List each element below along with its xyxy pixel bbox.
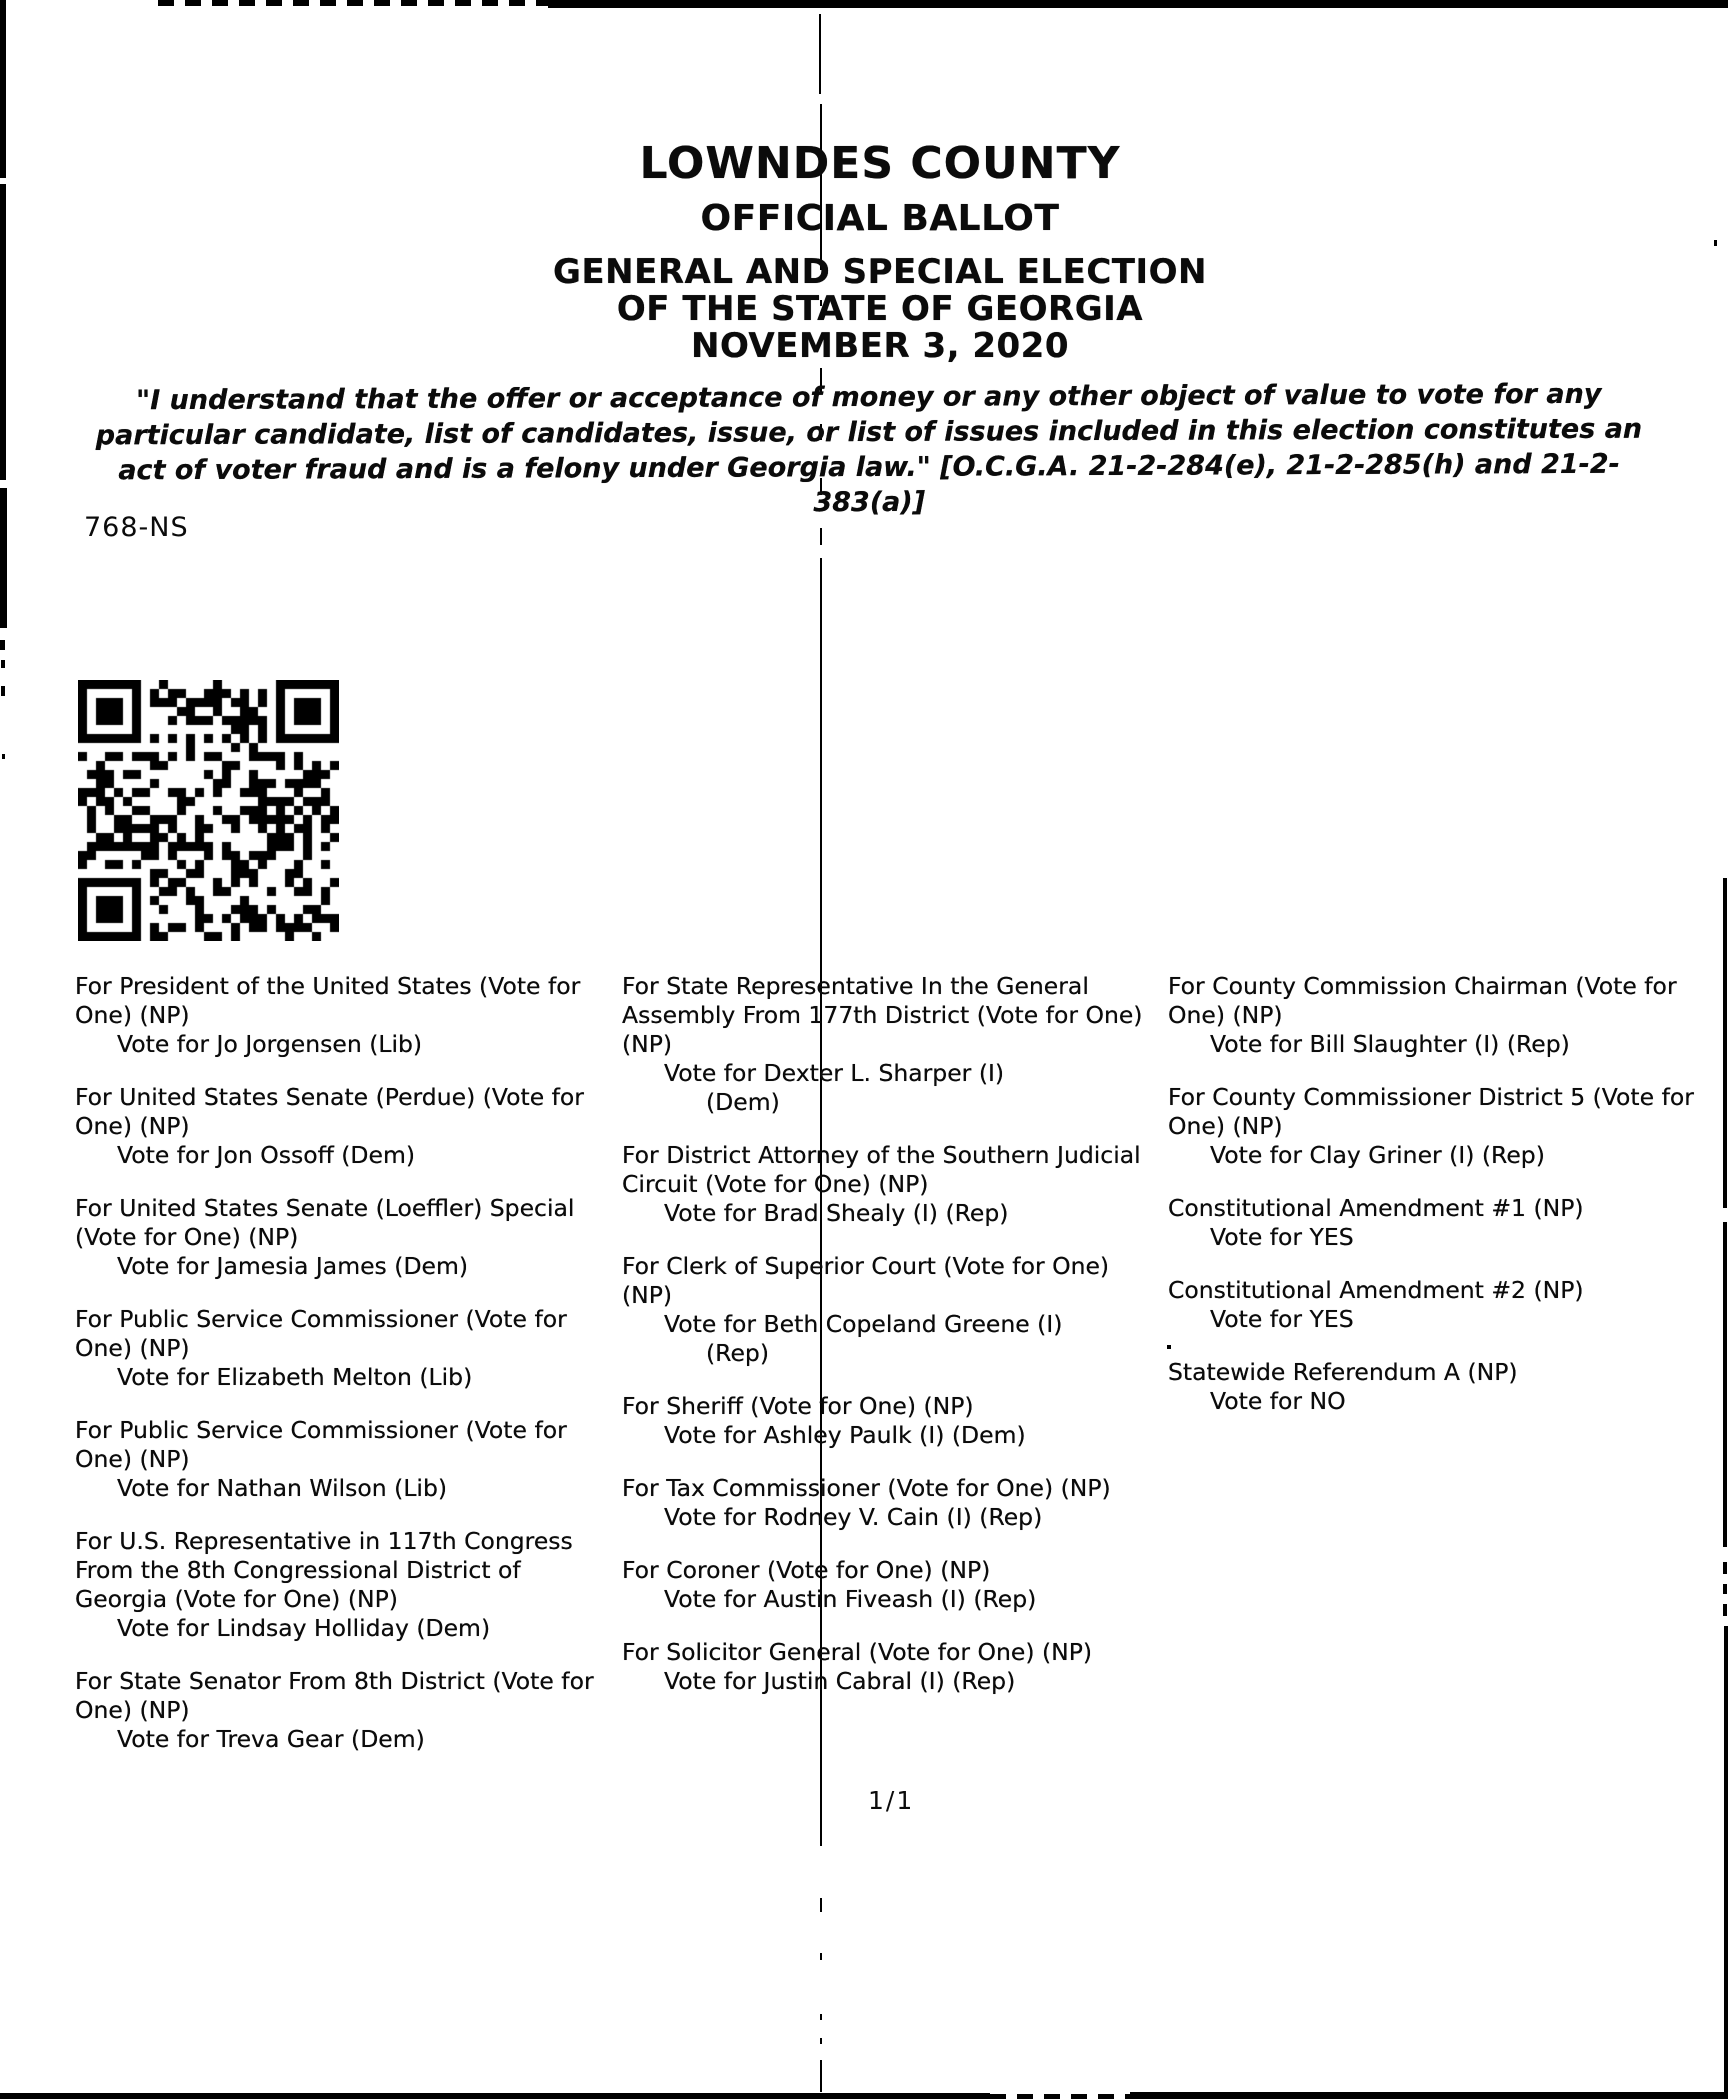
- vote-text: Vote for Elizabeth Melton (Lib): [117, 1363, 473, 1391]
- fraud-notice: "I understand that the offer or acceptance of money or any other object of value to vote for any particular candidate, list of candidates, issue, or list of issues included in this election constitutes an act of voter fraud and is a felony under Georgia law." [O.C.G.A. 21-2-284(e), 21-2-285(h) and 21-2-383(a)]: [95, 378, 1643, 519]
- vote-selection: [622, 1059, 1160, 1117]
- vote-selection: [75, 1141, 613, 1170]
- vote-text: Vote for Brad Shealy (I) (Rep): [664, 1199, 1009, 1227]
- page-number: 1/1: [868, 1786, 915, 1815]
- vote-selection: [75, 1030, 613, 1059]
- contest: [1168, 1083, 1706, 1170]
- vote-selection: [75, 1252, 613, 1281]
- contest-title: For Clerk of Superior Court (Vote for One) (NP): [622, 1252, 1110, 1309]
- contest: [1168, 972, 1706, 1059]
- scan-artifact-bottom-edge: [1130, 2092, 1728, 2099]
- vote-selection: [75, 1363, 613, 1392]
- vote-selection: [1168, 1223, 1706, 1252]
- vote-party-wrap: (Rep): [706, 1339, 769, 1367]
- contest: [75, 1527, 613, 1643]
- scan-noise-speck: [1714, 240, 1717, 246]
- vote-selection: [1168, 1030, 1706, 1059]
- vote-text: Vote for Austin Fiveash (I) (Rep): [664, 1585, 1037, 1613]
- vote-text: Vote for Treva Gear (Dem): [117, 1725, 425, 1753]
- scan-artifact-top-edge: [548, 0, 1728, 8]
- contest: [622, 1638, 1160, 1696]
- qr-code: [78, 680, 339, 941]
- vote-text: Vote for Beth Copeland Greene (I): [664, 1310, 1063, 1338]
- contest: [622, 1474, 1160, 1532]
- contest-title: For State Senator From 8th District (Vote for One) (NP): [75, 1667, 594, 1724]
- vote-selection: [622, 1585, 1160, 1614]
- vote-text: Vote for Lindsay Holliday (Dem): [117, 1614, 491, 1642]
- vote-selection: [75, 1474, 613, 1503]
- scan-artifact-left-edge-dash: [1, 660, 5, 668]
- county-title: LOWNDES COUNTY: [639, 138, 1121, 189]
- vote-selection: [622, 1310, 1160, 1368]
- vote-text: Vote for Justin Cabral (I) (Rep): [664, 1667, 1016, 1695]
- contest-title: For Sheriff (Vote for One) (NP): [622, 1392, 974, 1420]
- vote-selection: [75, 1614, 613, 1643]
- fold-line: [819, 0, 821, 8]
- contest-title: For County Commissioner District 5 (Vote for One) (NP): [1168, 1083, 1694, 1140]
- contest: [75, 972, 613, 1059]
- contest: [75, 1416, 613, 1503]
- vote-text: Vote for NO: [1210, 1387, 1346, 1415]
- scan-artifact-right-edge: [1724, 1626, 1728, 2099]
- contest: [1168, 1358, 1706, 1416]
- contest-title: For President of the United States (Vote for One) (NP): [75, 972, 581, 1029]
- election-date: NOVEMBER 3, 2020: [690, 326, 1069, 366]
- vote-text: Vote for Jamesia James (Dem): [117, 1252, 469, 1280]
- scan-artifact-left-edge-dash: [0, 640, 5, 650]
- election-title: [40, 254, 1720, 365]
- contest-title: For Tax Commissioner (Vote for One) (NP): [622, 1474, 1111, 1502]
- ballot-column-1: [75, 972, 613, 1778]
- vote-party-wrap: (Dem): [706, 1088, 780, 1116]
- vote-text: Vote for Jo Jorgensen (Lib): [117, 1030, 423, 1058]
- contest: [75, 1083, 613, 1170]
- contest: [622, 972, 1160, 1117]
- vote-text: Vote for YES: [1210, 1223, 1354, 1251]
- vote-text: Vote for Dexter L. Sharper (I): [664, 1059, 1005, 1087]
- scan-artifact-right-edge-dash: [1723, 1604, 1727, 1616]
- scan-artifact-right-edge-dash: [1723, 1562, 1727, 1574]
- contest-title: For District Attorney of the Southern Judicial Circuit (Vote for One) (NP): [622, 1141, 1141, 1198]
- scan-artifact-left-edge-dash: [2, 754, 5, 759]
- contest-title: For United States Senate (Loeffler) Special (Vote for One) (NP): [75, 1194, 575, 1251]
- contest-title: Statewide Referendum A (NP): [1168, 1358, 1518, 1386]
- fold-line-dash: [820, 528, 822, 545]
- vote-text: Vote for Jon Ossoff (Dem): [117, 1141, 416, 1169]
- vote-text: Vote for Bill Slaughter (I) (Rep): [1210, 1030, 1570, 1058]
- contest: [1168, 1276, 1706, 1334]
- fold-line: [820, 2060, 822, 2092]
- vote-selection: [622, 1421, 1160, 1450]
- contest: [622, 1392, 1160, 1450]
- contest-title: Constitutional Amendment #1 (NP): [1168, 1194, 1584, 1222]
- fold-line: [819, 14, 821, 94]
- scan-artifact-right-edge-dash: [1723, 1584, 1727, 1594]
- contest-title: For County Commission Chairman (Vote for One) (NP): [1168, 972, 1677, 1029]
- vote-selection: [622, 1503, 1160, 1532]
- contest: [622, 1556, 1160, 1614]
- contest: [75, 1305, 613, 1392]
- vote-selection: [1168, 1387, 1706, 1416]
- vote-text: Vote for Ashley Paulk (I) (Dem): [664, 1421, 1026, 1449]
- contest-title: For Public Service Commissioner (Vote for One) (NP): [75, 1416, 567, 1473]
- contest-title: For United States Senate (Perdue) (Vote for One) (NP): [75, 1083, 584, 1140]
- vote-selection: [1168, 1141, 1706, 1170]
- scan-artifact-top-edge-dashed: [158, 0, 550, 6]
- fold-line-dot: [820, 2014, 822, 2020]
- ballot-column-3: [1168, 972, 1706, 1440]
- contest-title: For Solicitor General (Vote for One) (NP): [622, 1638, 1093, 1666]
- ballot-type-title: OFFICIAL BALLOT: [700, 198, 1060, 239]
- vote-text: Vote for Clay Griner (I) (Rep): [1210, 1141, 1545, 1169]
- scan-artifact-left-edge: [0, 184, 6, 480]
- contest-title: For State Representative In the General Assembly From 177th District (Vote for One) (NP): [622, 972, 1143, 1058]
- contest: [1168, 1194, 1706, 1252]
- scan-artifact-right-edge: [1723, 1222, 1727, 1547]
- contest: [75, 1194, 613, 1281]
- ballot-column-2: [622, 972, 1160, 1720]
- contest-title: For Public Service Commissioner (Vote for One) (NP): [75, 1305, 567, 1362]
- scan-artifact-left-edge: [0, 0, 6, 178]
- fold-line-dash: [820, 1898, 822, 1912]
- scan-artifact-left-edge-dash: [1, 686, 5, 696]
- precinct-code: 768-NS: [84, 512, 189, 543]
- contest-title: Constitutional Amendment #2 (NP): [1168, 1276, 1584, 1304]
- election-line2: OF THE STATE OF GEORGIA: [616, 289, 1144, 329]
- fold-line-dot: [820, 2038, 822, 2044]
- contest: [622, 1252, 1160, 1368]
- contest: [622, 1141, 1160, 1228]
- fold-line-dot: [820, 1953, 822, 1960]
- vote-text: Vote for YES: [1210, 1305, 1354, 1333]
- scan-artifact-right-edge: [1723, 878, 1727, 1208]
- scan-artifact-left-edge: [0, 488, 7, 628]
- vote-text: Vote for Rodney V. Cain (I) (Rep): [664, 1503, 1043, 1531]
- contest: [75, 1667, 613, 1754]
- election-line1: GENERAL AND SPECIAL ELECTION: [553, 252, 1207, 292]
- contest-title: For U.S. Representative in 117th Congress From the 8th Congressional District of Georgia (Vote for One) (NP): [75, 1527, 573, 1613]
- vote-selection: [622, 1199, 1160, 1228]
- scan-artifact-bottom-edge: [0, 2093, 990, 2099]
- vote-selection: [622, 1667, 1160, 1696]
- vote-selection: [75, 1725, 613, 1754]
- vote-text: Vote for Nathan Wilson (Lib): [117, 1474, 448, 1502]
- contest-title: For Coroner (Vote for One) (NP): [622, 1556, 991, 1584]
- vote-selection: [1168, 1305, 1706, 1334]
- scan-artifact-bottom-edge-dashed: [990, 2094, 1130, 2099]
